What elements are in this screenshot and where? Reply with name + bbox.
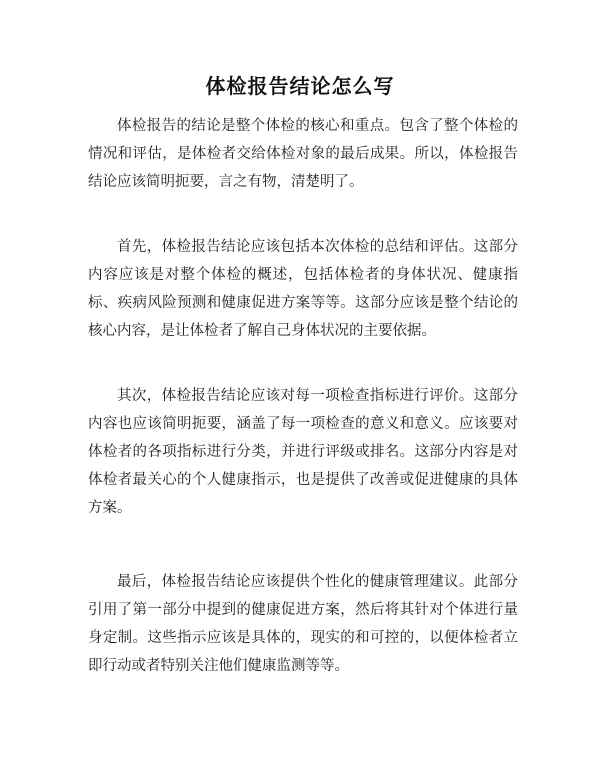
paragraph-final: 最后，体检报告结论应该提供个性化的健康管理建议。此部分引用了第一部分中提到的健康促进方案，然后将其针对个体进行量身定制。这些指示应该是具体的，现实的和可控的，以便体检者立即行动或者特别关注他们健康监测等等。 (88, 574, 518, 674)
paragraph-second: 其次，体检报告结论应该对每一项检查指标进行评价。这部分内容也应该简明扼要，涵盖了每一项检查的意义和意义。应该要对体检者的各项指标进行分类，并进行评级或排名。这部分内容是对体检者最关心的个人健康指示，也是提供了改善或促进健康的具体方案。 (88, 388, 518, 516)
paragraph-first: 首先，体检报告结论应该包括本次体检的总结和评估。这部分内容应该是对整个体检的概述，包括体检者的身体状况、健康指标、疾病风险预测和健康促进方案等等。这部分应该是整个结论的核心内容，是让体检者了解自己身体状况的主要依据。 (88, 239, 518, 339)
document-title: 体检报告结论怎么写 (205, 74, 395, 98)
paragraph-intro: 体检报告的结论是整个体检的核心和重点。包含了整个体检的情况和评估，是体检者交给体检对象的最后成果。所以，体检报告结论应该简明扼要，言之有物，清楚明了。 (88, 118, 518, 190)
